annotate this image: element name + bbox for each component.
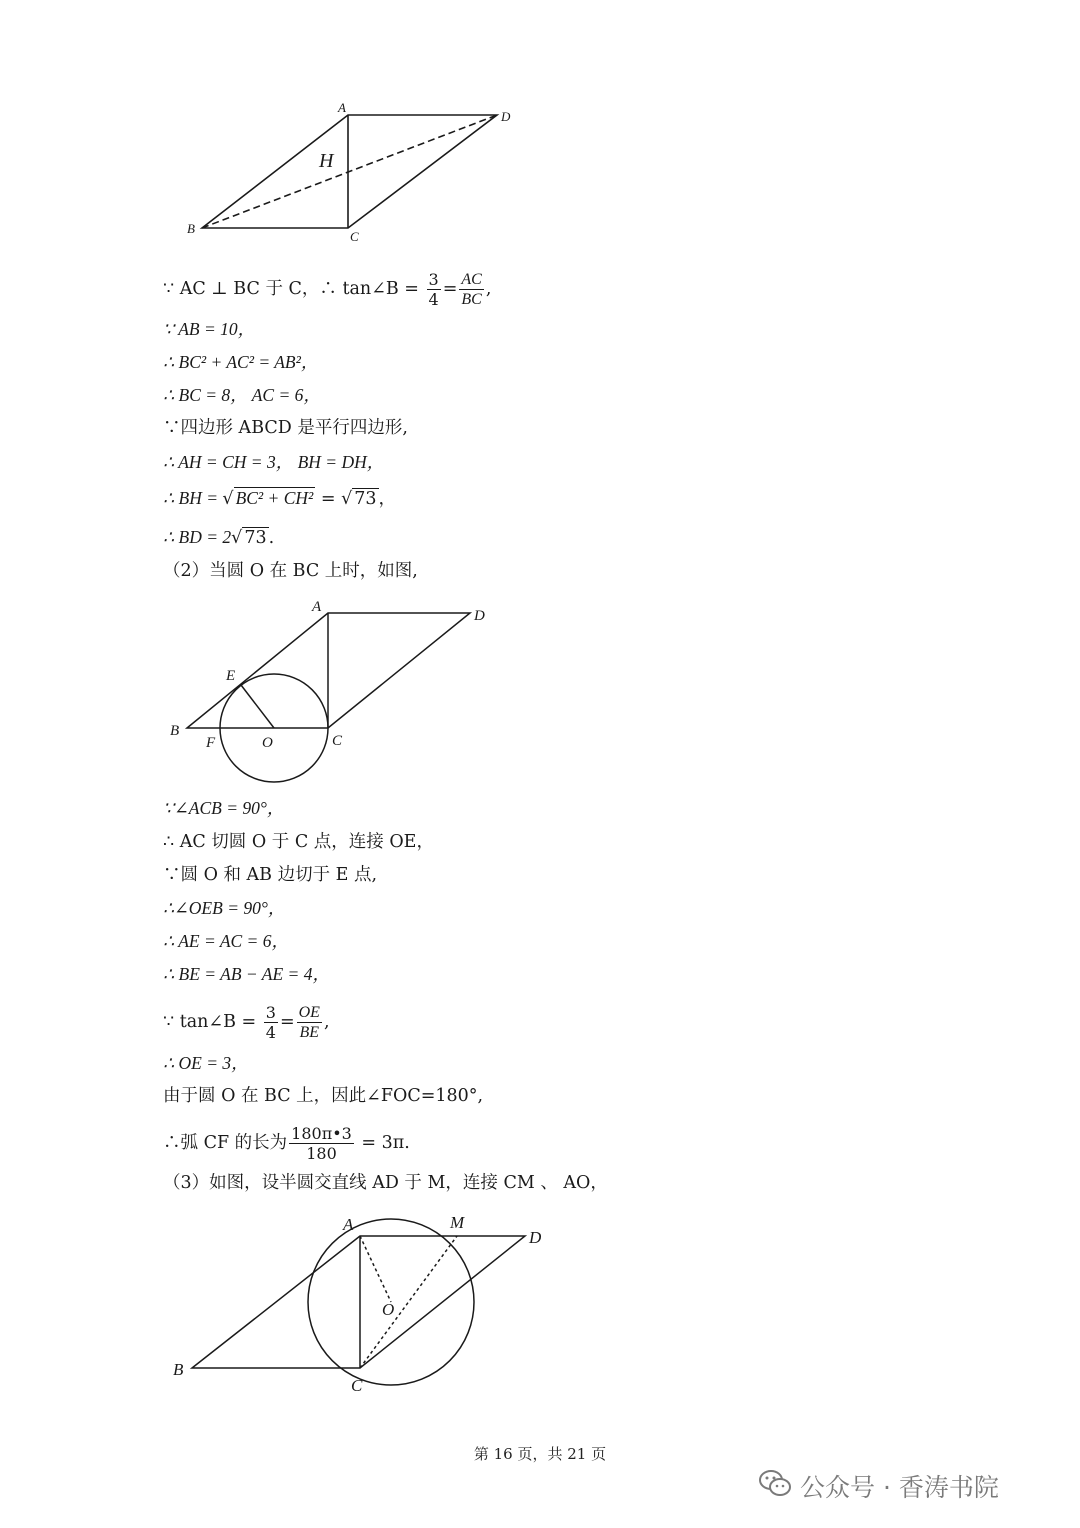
line-foc: 由于圆 O 在 BC 上，因此∠FOC=180°, [163, 1086, 484, 1106]
line-acb: ∵∠ACB = 90°， [163, 798, 285, 818]
line-ah-ch: ∴ AH = CH = 3， BH = DH， [163, 452, 385, 472]
line-tangent-c: ∴ AC 切圆 O 于 C 点，连接 OE， [163, 832, 434, 852]
line-bh: ∴ BH = √ BC² + CH² = √ 73 ， [163, 488, 397, 509]
line-ae: ∴ AE = AC = 6， [163, 931, 289, 951]
line-bc-ac: ∴ BC = 8， AC = 6， [163, 385, 321, 405]
fraction: $\frac{3}{4}$ [265, 1003, 276, 1042]
label-C: C [350, 229, 359, 244]
label-B: B [170, 723, 180, 739]
label-E: E [226, 668, 236, 684]
line-tan-b-2: ∵ tan∠B = $\frac{3}{4}$ = $\frac{OE}{BE}$ , [163, 1003, 330, 1042]
watermark-text: 公众号 · 香涛书院 [800, 1473, 999, 1502]
line-pythag: ∴ BC² + AC² = AB²， [163, 352, 319, 372]
figure-3-semicircle [165, 1205, 565, 1400]
watermark [758, 1468, 999, 1504]
line-ab: ∵ AB = 10， [163, 319, 256, 339]
figure-1-parallelogram [170, 95, 530, 255]
label-D: D [529, 1228, 542, 1247]
figure-2-circle-bc [160, 595, 500, 790]
line-oe: ∴ OE = 3， [163, 1053, 249, 1073]
line-be: ∴ BE = AB − AE = 4， [163, 964, 330, 984]
label-C: C [351, 1376, 363, 1395]
line-tangent-e: ∵圆 O 和 AB 边切于 E 点, [163, 865, 378, 885]
label-O: O [262, 735, 273, 751]
line-arc-cf: ∴弧 CF 的长为 $\frac{180\pi•3}{180}$ = 3π. [163, 1124, 410, 1163]
line-bd: ∴ BD = 2√ 73 . [163, 527, 275, 548]
fraction: $\frac{3}{4}$ [428, 270, 439, 309]
line-part2: （2）当圆 O 在 BC 上时，如图, [163, 561, 418, 581]
wechat-icon [758, 1468, 792, 1504]
label-D: D [501, 109, 511, 124]
label-A: A [338, 100, 346, 115]
line-tan-b-1: ∵ AC ⊥ BC 于 C，∴ tan∠B = $\frac{3}{4}$ = $\frac{AC}{BC}$ , [163, 270, 492, 309]
label-C: C [332, 733, 343, 749]
label-A: A [312, 599, 322, 615]
label-H: H [319, 150, 334, 172]
page-footer: 第 16 页，共 21 页 [473, 1445, 607, 1463]
label-O: O [382, 1300, 395, 1319]
label-A: A [343, 1215, 354, 1234]
label-M: M [450, 1213, 465, 1232]
label-D: D [474, 608, 485, 624]
fraction: $\frac{AC}{BC}$ [461, 271, 482, 308]
fraction: $\frac{180\pi•3}{180}$ [291, 1124, 352, 1163]
label-F: F [206, 735, 216, 751]
line-parallelogram: ∵四边形 ABCD 是平行四边形, [163, 418, 408, 438]
line-oeb: ∴∠OEB = 90°， [163, 898, 286, 918]
label-B: B [187, 221, 195, 236]
line-part3: （3）如图，设半圆交直线 AD 于 M，连接 CM 、 AO， [163, 1173, 608, 1193]
fraction: $\frac{OE}{BE}$ [298, 1004, 320, 1041]
label-B: B [173, 1360, 184, 1379]
